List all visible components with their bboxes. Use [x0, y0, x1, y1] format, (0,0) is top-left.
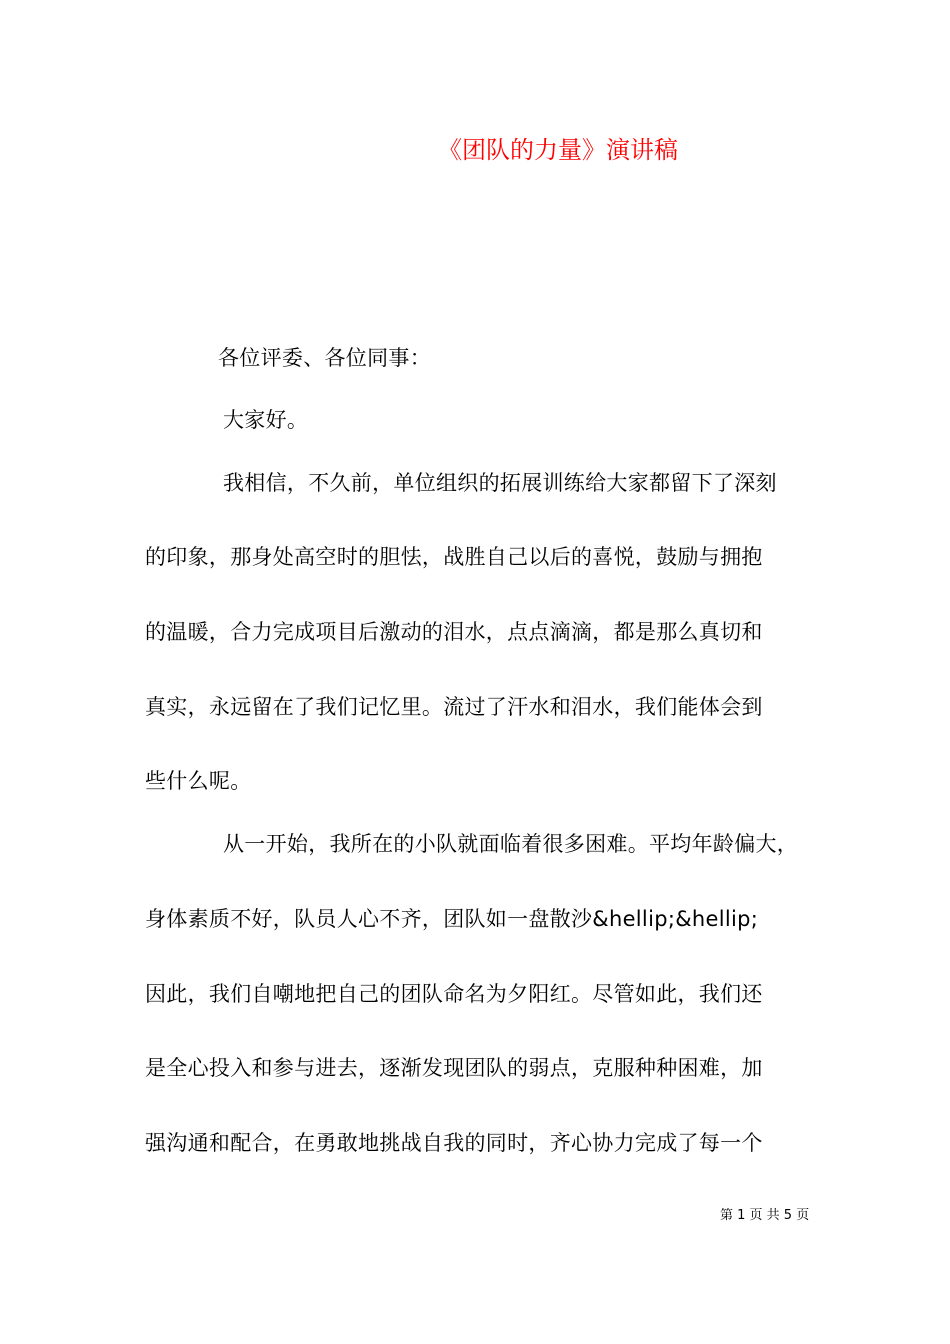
body-line: 些什么呢。	[145, 769, 252, 793]
body-line: 真实，永远留在了我们记忆里。流过了汗水和泪水，我们能体会到	[145, 695, 763, 719]
body-line: 的温暖，合力完成项目后激动的泪水，点点滴滴，都是那么真切和	[145, 620, 763, 644]
body-line: 是全心投入和参与进去，逐渐发现团队的弱点，克服种种困难，加	[145, 1056, 763, 1080]
salutation-line: 各位评委、各位同事：	[218, 346, 431, 370]
page-number: 第 1 页 共 5 页	[720, 1208, 810, 1223]
body-line: 身体素质不好，队员人心不齐，团队如一盘散沙&hellip;&hellip;	[145, 907, 759, 931]
body-line: 强沟通和配合，在勇敢地挑战自我的同时，齐心协力完成了每一个	[145, 1131, 763, 1155]
greeting-line: 大家好。	[223, 408, 309, 432]
body-line: 因此，我们自嘲地把自己的团队命名为夕阳红。尽管如此，我们还	[145, 982, 763, 1006]
body-line: 的印象，那身处高空时的胆怯，战胜自己以后的喜悦，鼓励与拥抱	[145, 545, 763, 569]
body-line: 从一开始，我所在的小队就面临着很多困难。平均年龄偏大，	[223, 832, 799, 856]
body-line: 我相信，不久前，单位组织的拓展训练给大家都留下了深刻	[223, 471, 777, 495]
document-title: 《团队的力量》演讲稿	[438, 136, 678, 164]
